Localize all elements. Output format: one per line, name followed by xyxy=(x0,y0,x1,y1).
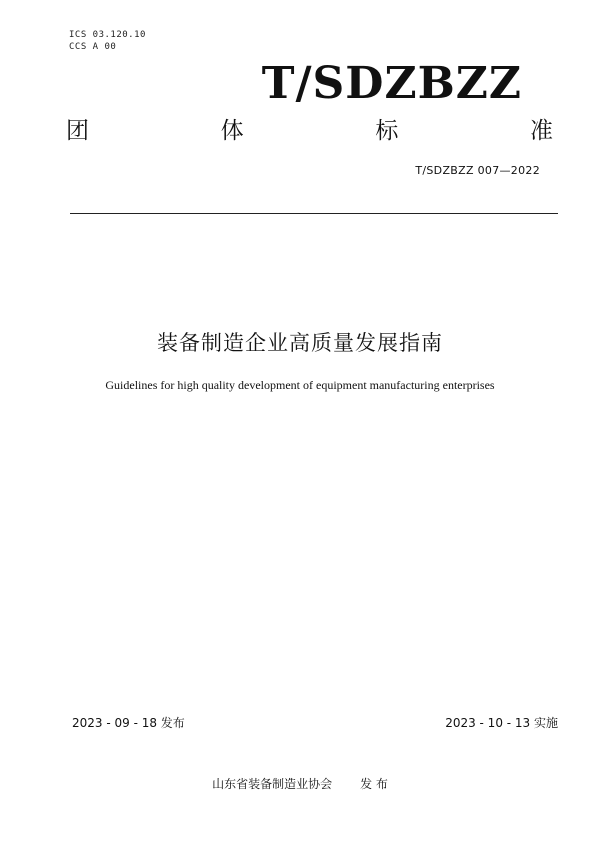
ccs-code: CCS A 00 xyxy=(69,42,117,52)
document-title-english: Guidelines for high quality development of equipment manufacturing enterprises xyxy=(105,378,495,392)
classification-codes xyxy=(69,29,146,53)
standard-type-char: 标 xyxy=(375,118,399,144)
standard-type-char: 准 xyxy=(529,118,553,144)
standard-code-logo: T/SDZBZZ xyxy=(261,58,522,109)
ics-code: ICS 03.120.10 xyxy=(69,30,146,40)
standard-type-char: 体 xyxy=(220,118,244,144)
standard-number: T/SDZBZZ 007—2022 xyxy=(415,164,540,177)
publisher-name: 山东省装备制造业协会 xyxy=(212,777,333,791)
publish-action: 发 布 xyxy=(360,777,388,791)
document-title-chinese: 装备制造企业高质量发展指南 xyxy=(157,331,443,355)
standard-type-char: 团 xyxy=(66,118,89,144)
implementation-date: 2023 - 10 - 13 实施 xyxy=(445,716,558,730)
header-divider xyxy=(70,213,558,214)
issue-date: 2023 - 09 - 18 发布 xyxy=(72,716,185,730)
standard-type-heading xyxy=(66,116,553,146)
publisher-line xyxy=(0,776,600,792)
